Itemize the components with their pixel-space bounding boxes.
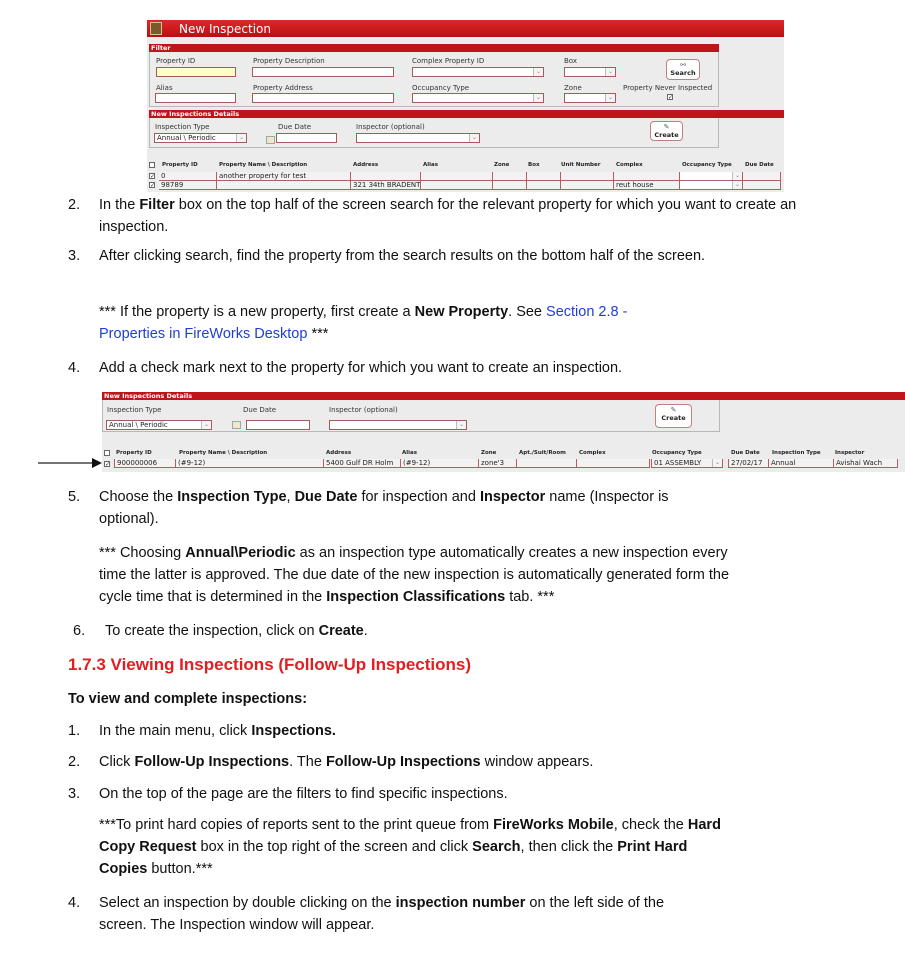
section-heading: 1.7.3 Viewing Inspections (Follow-Up Inspections) [68,655,472,674]
calendar-icon[interactable] [266,136,275,144]
column-header[interactable]: Address [326,450,352,456]
chevron-down-icon: ⌄ [732,172,742,180]
bold-term: New Property [414,304,509,320]
inspector-select[interactable] [356,133,480,143]
zone-label: Zone [564,84,582,92]
cell-occupancy-select[interactable]: 01 ASSEMBLY ⌄ [651,459,723,468]
cell-property-name[interactable]: (#9-12) [176,459,324,468]
zone-select[interactable] [564,93,616,103]
bold-term: Print Hard Copies [99,839,688,877]
bold-term: FireWorks Mobile [493,817,614,833]
property-id-label: Property ID [156,57,196,65]
cell-box[interactable] [527,172,561,181]
step-text: Select an inspection by double clicking on the inspection number on the left side of the screen. The Inspection window will appear. [99,895,665,933]
filter-header: Filter [149,44,719,52]
due-date-label: Due Date [278,123,312,131]
row-checkbox[interactable]: ✓ [105,461,111,468]
column-header[interactable]: Property ID [116,450,152,456]
column-header[interactable]: Zone [494,162,510,168]
cell-address[interactable]: 321 34th BRADENT [353,181,421,189]
inspection-type-select[interactable]: Annual \ Periodic ⌄ [106,420,212,430]
cell-zone[interactable] [493,181,527,190]
step-number: 2. [68,197,81,213]
alias-label: Alias [156,84,173,92]
chevron-down-icon: ⌄ [533,68,543,76]
step-number: 1. [68,723,81,739]
bold-term: Inspections. [251,723,336,739]
cell-apt[interactable] [517,459,577,468]
binoculars-icon: ⚯ [680,61,686,69]
chevron-down-icon: ⌄ [732,181,742,189]
cell-unit[interactable] [561,181,614,190]
step-number: 4. [68,360,81,376]
complex-property-id-label: Complex Property ID [412,57,485,65]
create-wand-icon: ✎ [663,123,670,131]
step-number: 5. [68,489,81,505]
window-title: New Inspection [179,22,271,36]
inspector-label: Inspector (optional) [329,406,398,414]
note-text: *** Choosing Annual\Periodic as an inspection type automatically creates a new inspection every time the latter is approved. The due date of the new inspection is automatically generated form the cycle time that is determined in the Inspection Classifications tab. *** [99,545,730,605]
due-date-input[interactable] [246,420,310,430]
step-text: In the Filter box on the top half of the screen search for the relevant property for which you want to create an inspection. [99,197,797,235]
due-date-input[interactable] [276,133,337,143]
note-text: ***To print hard copies of reports sent to the print queue from FireWorks Mobile, check the Hard Copy Request box in the top right of the screen and click Search, then click the Print Hard Copies button.*** [99,817,721,877]
chevron-down-icon: ⌄ [533,94,543,102]
fire-department-logo-icon [150,22,162,35]
cell-property-name[interactable]: another property for test [217,172,351,181]
column-header[interactable]: Property Name \ Description [219,162,308,168]
calendar-icon[interactable] [232,421,241,429]
chevron-down-icon: ⌄ [236,134,246,142]
column-header[interactable]: Occupancy Type [682,162,732,168]
cell-alias[interactable] [421,181,493,190]
occupancy-type-label: Occupancy Type [412,84,470,92]
column-header[interactable]: Property ID [162,162,198,168]
chevron-down-icon: ⌄ [469,134,479,142]
cell-occupancy-select[interactable] [680,172,743,181]
bold-term: Follow-Up Inspections [325,754,481,770]
cell-property-id[interactable]: 0 [159,172,217,181]
cell-property-id[interactable]: 98789 [159,181,217,190]
pointer-arrow-icon [38,458,104,468]
bold-term: Follow-Up Inspections [134,754,290,770]
cell-property-name[interactable] [217,181,351,190]
step-text: Add a check mark next to the property for which you want to create an inspection. [99,360,623,376]
note-text: *** If the property is a new property, first create a New Property. See Section 2.8 - Properties in FireWorks Desktop *** [99,304,628,342]
property-never-inspected-checkbox[interactable]: ✓ [668,94,674,101]
step-text: To create the inspection, click on Create. [105,623,368,639]
bold-term: inspection number [395,895,526,911]
cell-complex[interactable] [577,459,650,468]
alias-input[interactable] [155,93,236,103]
inspection-details-header: New Inspections Details [149,110,784,118]
step-number: 4. [68,895,81,911]
step-text: Click Follow-Up Inspections. The Follow-Up Inspections window appears. [99,754,594,770]
chevron-down-icon: ⌄ [605,68,615,76]
step-text: In the main menu, click Inspections. [99,723,336,739]
bold-term: Create [318,623,364,639]
cell-complex[interactable] [614,172,680,181]
property-never-inspected-label: Property Never Inspected [623,84,713,92]
window-titlebar [147,20,784,37]
column-header[interactable]: Property Name \ Description [179,450,268,456]
cell-complex[interactable]: reut house [614,181,680,190]
due-date-label: Due Date [243,406,277,414]
column-header[interactable]: Due Date [745,162,774,168]
step-number: 3. [68,248,81,264]
column-header[interactable]: Zone [481,450,497,456]
select-all-checkbox[interactable] [104,450,110,456]
cell-zone[interactable] [493,172,527,181]
column-header[interactable]: Inspector [835,450,865,456]
row-checkbox[interactable]: ✓ [150,182,156,189]
inspection-type-label: Inspection Type [107,406,162,414]
column-header[interactable]: Alias [423,162,439,168]
occupancy-type-select[interactable] [412,93,544,103]
search-button[interactable]: ⚯ Search [666,59,700,80]
bold-term: Inspection Type [177,489,287,505]
section-intro: To view and complete inspections: [68,691,308,707]
inspection-type-select[interactable]: Annual \ Periodic ⌄ [154,133,247,143]
cell-inspector[interactable]: Avishai Wach [834,459,898,468]
column-header[interactable]: Unit Number [561,162,601,168]
chevron-down-icon: ⌄ [201,421,211,429]
column-header[interactable]: Complex [616,162,643,168]
property-description-input[interactable] [252,67,394,77]
column-header[interactable]: Due Date [731,450,760,456]
column-header[interactable]: Occupancy Type [652,450,702,456]
cell-due-date[interactable]: 27/02/17 [728,459,769,468]
chevron-down-icon: ⌄ [712,459,722,467]
cell-due-date[interactable] [743,181,781,190]
inspector-label: Inspector (optional) [356,123,425,131]
bold-term: Filter [139,197,175,213]
chevron-down-icon: ⌄ [456,421,466,429]
new-inspection-screenshot [147,20,784,192]
column-header[interactable]: Apt./Suit/Room [519,450,566,456]
inspection-type-label: Inspection Type [155,123,210,131]
bold-term: Hard Copy Request [99,817,721,855]
cell-address[interactable]: 5400 Gulf DR Holm [324,459,401,468]
property-address-input[interactable] [252,93,394,103]
bold-term: Annual\Periodic [185,545,296,561]
row-checkbox[interactable]: ✓ [150,173,156,180]
step-text: On the top of the page are the filters to find specific inspections. [99,786,508,802]
column-header[interactable]: Inspection Type [772,450,821,456]
cell-address[interactable] [351,172,421,181]
cell-box[interactable] [527,181,561,190]
step-number: 2. [68,754,81,770]
inspection-details-header: New Inspections Details [102,392,905,400]
cell-inspection-type[interactable]: Annual [769,459,834,468]
bold-term: Search [472,839,521,855]
property-description-label: Property Description [253,57,325,65]
create-button[interactable]: ✎ Create [650,121,683,141]
cell-alias[interactable]: (#9-12) [401,459,479,468]
inspection-details-screenshot [102,392,905,472]
column-header[interactable]: Complex [579,450,606,456]
chevron-down-icon: ⌄ [605,94,615,102]
section-link[interactable]: Section 2.8 - Properties in FireWorks Desktop [99,304,628,342]
create-button[interactable]: ✎ Create [655,404,692,428]
cell-alias[interactable] [421,172,493,181]
cell-zone[interactable]: zone'3 [479,459,517,468]
complex-property-id-select[interactable] [412,67,544,77]
step-number: 6. [73,623,86,639]
cell-occupancy-select[interactable] [680,181,743,190]
cell-property-id[interactable]: 900000006 [114,459,176,468]
column-header[interactable]: Address [353,162,379,168]
inspector-select[interactable] [329,420,467,430]
bold-term: Due Date [294,489,358,505]
step-number: 3. [68,786,81,802]
cell-due-date[interactable] [743,172,781,181]
box-label: Box [564,57,578,65]
column-header[interactable]: Alias [402,450,418,456]
box-select[interactable] [564,67,616,77]
bold-term: Inspector [479,489,546,505]
column-header[interactable]: Box [528,162,540,168]
select-all-checkbox[interactable] [149,162,155,168]
bold-term: Inspection Classifications [326,589,506,605]
step-text: Choose the Inspection Type, Due Date for inspection and Inspector name (Inspector is optional). [99,489,669,527]
create-wand-icon: ✎ [670,406,677,414]
property-address-label: Property Address [253,84,313,92]
step-text: After clicking search, find the property from the search results on the bottom half of the screen. [99,248,706,264]
cell-unit[interactable] [561,172,614,181]
property-id-input[interactable] [156,67,236,77]
